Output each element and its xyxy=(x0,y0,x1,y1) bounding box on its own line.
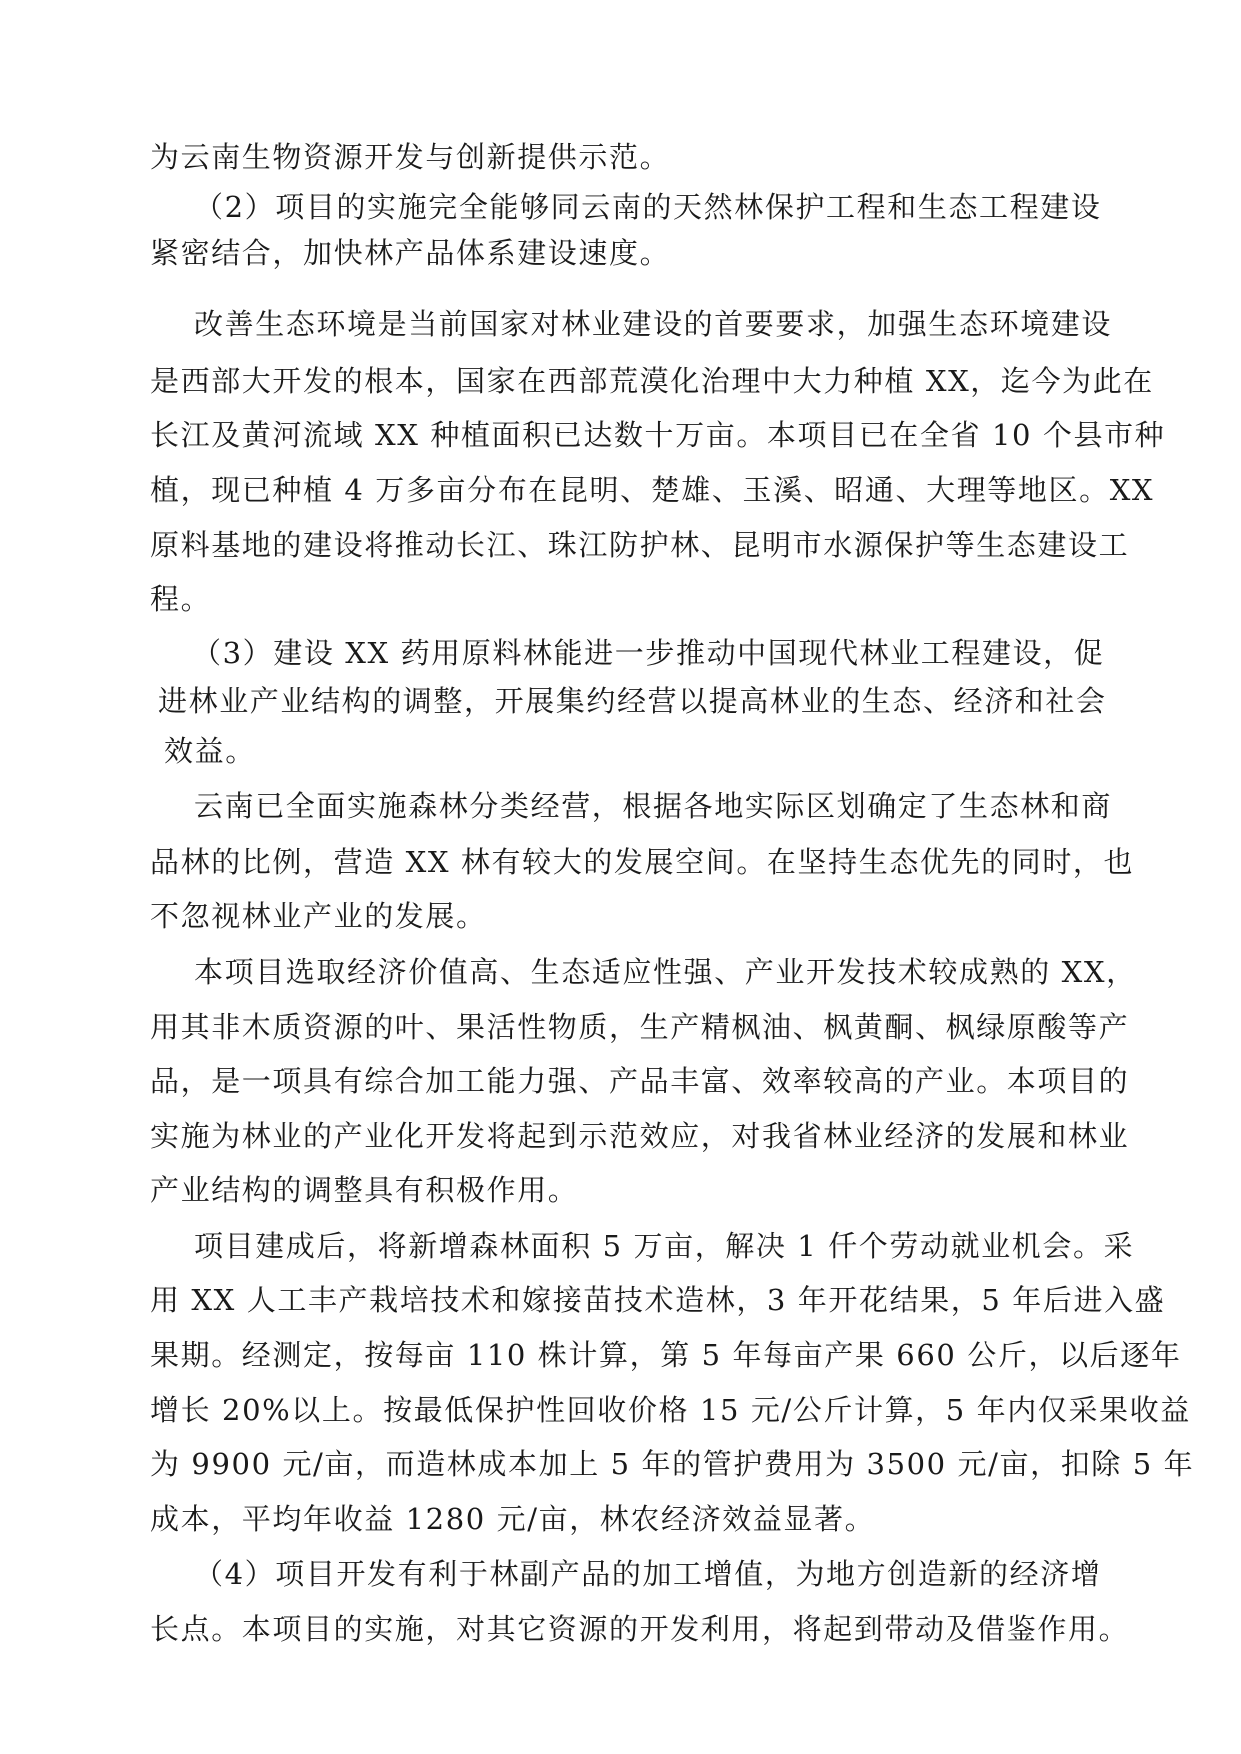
text-line: （4）项目开发有利于林副产品的加工增值，为地方创造新的经济增 xyxy=(194,1557,1102,1591)
text-line: 是西部大开发的根本，国家在西部荒漠化治理中大力种植 XX，迄今为此在 xyxy=(150,364,1154,398)
text-line: 紧密结合，加快林产品体系建设速度。 xyxy=(150,236,671,270)
text-line: 产业结构的调整具有积极作用。 xyxy=(150,1173,579,1207)
text-line: 果期。经测定，按每亩 110 株计算，第 5 年每亩产果 660 公斤，以后逐年 xyxy=(150,1338,1182,1372)
text-line: （2）项目的实施完全能够同云南的天然林保护工程和生态工程建设 xyxy=(194,190,1102,224)
text-line: 为云南生物资源开发与创新提供示范。 xyxy=(150,140,671,174)
text-line: 为 9900 元/亩，而造林成本加上 5 年的管护费用为 3500 元/亩，扣除 5 年 xyxy=(150,1447,1195,1481)
text-line: 进林业产业结构的调整，开展集约经营以提高林业的生态、经济和社会 xyxy=(158,684,1107,718)
text-line: 长江及黄河流域 XX 种植面积已达数十万亩。本项目已在全省 10 个县市种 xyxy=(150,418,1166,452)
text-line: 品林的比例，营造 XX 林有较大的发展空间。在坚持生态优先的同时，也 xyxy=(150,845,1135,879)
text-line: 品，是一项具有综合加工能力强、产品丰富、效率较高的产业。本项目的 xyxy=(150,1064,1130,1098)
text-line: 成本，平均年收益 1280 元/亩，林农经济效益显著。 xyxy=(150,1502,876,1536)
text-line: 程。 xyxy=(150,582,212,616)
text-line: 本项目选取经济价值高、生态适应性强、产业开发技术较成熟的 XX， xyxy=(194,955,1137,989)
text-line: 植，现已种植 4 万多亩分布在昆明、楚雄、玉溪、昭通、大理等地区。XX xyxy=(150,473,1155,507)
text-line: 不忽视林业产业的发展。 xyxy=(150,899,487,933)
text-line: 云南已全面实施森林分类经营，根据各地实际区划确定了生态林和商 xyxy=(194,789,1113,823)
text-line: 原料基地的建设将推动长江、珠江防护林、昆明市水源保护等生态建设工 xyxy=(150,528,1130,562)
text-line: 用 XX 人工丰产栽培技术和嫁接苗技术造林，3 年开花结果，5 年后进入盛 xyxy=(150,1283,1166,1317)
text-line: 改善生态环境是当前国家对林业建设的首要要求，加强生态环境建设 xyxy=(194,307,1113,341)
text-line: 实施为林业的产业化开发将起到示范效应，对我省林业经济的发展和林业 xyxy=(150,1119,1130,1153)
body-text xyxy=(150,0,1195,1754)
text-line: （3）建设 XX 药用原料林能进一步推动中国现代林业工程建设，促 xyxy=(192,636,1105,670)
text-line: 增长 20%以上。按最低保护性回收价格 15 元/公斤计算，5 年内仅采果收益 xyxy=(150,1393,1191,1427)
text-line: 长点。本项目的实施，对其它资源的开发利用，将起到带动及借鉴作用。 xyxy=(150,1612,1130,1646)
text-line: 效益。 xyxy=(164,734,256,768)
text-line: 项目建成后，将新增森林面积 5 万亩，解决 1 仟个劳动就业机会。采 xyxy=(194,1229,1135,1263)
text-line: 用其非木质资源的叶、果活性物质，生产精枫油、枫黄酮、枫绿原酸等产 xyxy=(150,1010,1130,1044)
